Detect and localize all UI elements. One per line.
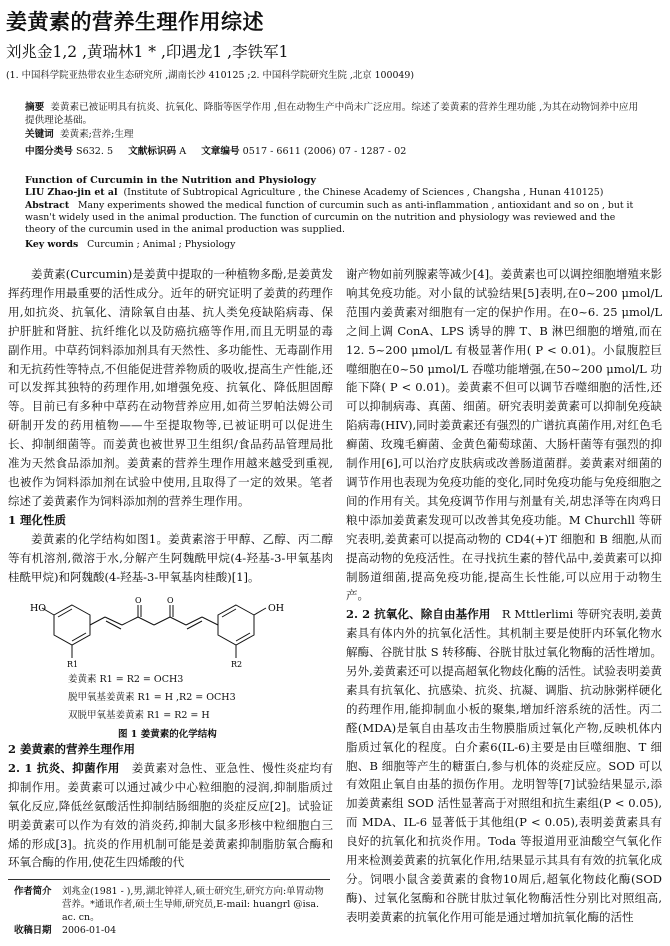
keywords-en-text: Curcumin ; Animal ; Physiology [87,239,236,250]
abstract-cn-label: 摘要 [25,102,45,113]
english-author-name: LIU Zhao-jin et al [25,187,118,198]
formula-demethoxycurcumin: 脱甲氧基姜黄素 R1 = H ,R2 = OCH3 [68,692,236,703]
right-column [346,265,662,927]
right-paragraph-1: 谢产物如前列腺素等减少[4]。姜黄素也可以调控细胞增殖来影响其免疫功能。对小鼠的试验结果[5]表明,在0~200 μmol/L 范围内姜黄素对细胞有一定的保护作用。在0~6. 25 μmol/L 之间上调 ConA、LPS 诱导的脾 T、B 淋巴细胞的增殖,而在12. 5~200 μmol/L 有极显著作用( P < 0.01)。小鼠腹腔巨噬细胞在0~50 μmol/L 吞噬功能增强,在50~200 μmol/L 功能下降( P < 0.01)。姜黄素不但可以调节吞噬细胞的活性,还可以抑制病毒、真菌、细菌。研究表明姜黄素可以抑制免疫缺陷病毒(HIV),同时姜黄素还有强烈的广谱抗真菌作用,对红色毛癣菌、玫瑰毛癣菌、金黄色葡萄球菌、大肠杆菌等有强烈的抑制作用[6],可以治疗皮肤病或改善肠道菌群。姜黄素对细菌的调节作用也表现为免疫功能的变化,同时免疫功能与免疫细胞之间的作用有关。其免疫调节作用与剂量有关,胡忠泽等在肉鸡日粮中添加姜黄素发现可以改善其免疫功能。M Churchll 等研究表明,姜黄素可以提高动物的 CD4(+)T 细胞和 B 细胞,从而提高动物的免疫活性。在寻找抗生素的替代品中,姜黄素可以抑制肠道细菌,提高免疫功能,提高生长性能,可以应用于动物生产。 [346,267,662,603]
r1-label: R1 [67,660,79,669]
author-line: 刘兆金1,2 ,黄瑞林1 * ,印遇龙1 ,李铁军1 [6,43,289,61]
english-affiliation: (Institute of Subtropical Agriculture , the Chinese Academy of Sciences , Changsha , Hunan 410125) [123,187,604,198]
abstract-cn-text: 姜黄素已被证明具有抗炎、抗氧化、降脂等医学作用 ,但在动物生产中尚未广泛应用。综述了姜黄素的营养生理功能 ,为其在动物饲养中应用提供理论基础。 [25,102,639,126]
keywords-cn [25,128,647,141]
curcumin-structure-diagram [30,596,330,723]
section-2-2-paragraph [346,605,662,926]
abstract-en-text: Many experiments showed the medical function of curcumin such as anti-inflammation , antioxidant and so on , but it wasn't widely used in the animal production. The function of curcumin on the nutrition and physiology was reviewed and the theory of the curcumin used in the animal production was supplied. [25,200,634,236]
formula-bisdemethoxycurcumin: 双脱甲氧基姜黄素 R1 = R2 = H [68,710,210,721]
section-1-heading: 1 理化性质 [8,512,67,527]
received-date-label: 收稿日期 [14,925,52,936]
received-date [14,924,332,937]
affiliation-line: (1. 中国科学院亚热带农业生态研究所 ,湖南长沙 410125 ;2. 中国科学院研究生院 ,北京 100049) [6,70,415,81]
footnote-rule [8,879,330,880]
section-2-1-heading: 2. 1 抗炎、抑菌作用 [8,760,120,775]
received-date-text: 2006-01-04 [62,925,117,936]
english-title: Function of Curcumin in the Nutrition and Physiology [25,175,316,186]
abstract-en-label: Abstract [25,200,70,211]
article-no-value: 0517 - 6611 (2006) 07 - 1287 - 02 [242,146,407,157]
english-author-line [25,187,603,198]
footnote [14,885,332,937]
keywords-en-label: Key words [25,239,79,250]
keywords-cn-text: 姜黄素;营养;生理 [59,129,134,140]
left-column [8,265,333,586]
section-1-paragraph: 姜黄素的化学结构如图1。姜黄素溶于甲醇、乙醇、丙二醇等有机溶剂,微溶于水,分解产生阿魏酰甲烷(4-羟基-3-甲氧基肉桂酰甲烷)和阿魏酸(4-羟基-3-甲氧基肉桂酸)[1]。 [8,531,333,584]
section-2-1-paragraph [8,759,333,872]
classification-line [25,143,418,157]
abstract-cn [25,101,647,127]
oh-label: OH [268,603,285,614]
author-bio-text: 刘兆金(1981 - ),男,湖北钟祥人,硕士研究生,研究方向:单胃动物营养。*通讯作者,硕士生导师,研究员,E-mail: huangrl @isa. ac. cn。 [62,886,324,923]
ho-label: HO [30,603,47,614]
section-2-1-text: 姜黄素对急性、亚急性、慢性炎症均有抑制作用。姜黄素可以通过减少中心粒细胞的浸润,抑制脂质过氧化反应,降低丝氨酸活性抑制结肠细胞的炎症反应[2]。试验证明姜黄素可以作为有效的消炎药,抑制大鼠多形核中粒细胞白三烯的形成[3]。抗炎的作用机制可能是姜黄素抑制脂肪氧合酶和环氧合酶的作用,使花生四烯酸的代 [8,760,334,870]
author-bio [14,885,332,924]
doc-code-value: A [179,146,187,157]
paper-title: 姜黄素的营养生理作用综述 [6,9,264,34]
clc-label: 中图分类号 [25,146,73,157]
section-2-2-text: R Mttlerlimi 等研究表明,姜黄素具有体内外的抗氧化活性。其机制主要是使肝内环氧化物水解酶、谷胱甘肽 S 转移酶、谷胱甘肽过氧化物酶的活性增加。另外,姜黄素还可以提高超氧化物歧化酶的活性。试验表明姜黄素具有抗氧化、抗感染、抗炎、抗凝、调脂、抗动脉粥样硬化的药理作用,能抑制血小板的聚集,增加纤溶系统的活性。丙二醛(MDA)是氧自由基攻击生物膜脂质过氧化产物,反映机体内脂质过氧化的程度。白介素6(IL-6)主要是由巨噬细胞、T 细胞、B 细胞等产生的糖蛋白,参与机体的炎症反应。SOD 可以有效阻止氧自由基的损伤作用。龙明智等[7]试验结果显示,添加姜黄素组 SOD 活性显著高于对照组和抗生素组(P < 0.05),而 MDA、IL-6 显著低于其他组(P < 0.05),表明姜黄素具有良好的抗氧化和抗炎作用。Toda 等报道用亚油酸空气氧化作用来检测姜黄素的抗氧化作用,结果显示其具有有效的抗氧化成分。饲喂小鼠含姜黄素的食物10周后,超氧化物歧化酶(SOD酶)、过氧化氢酶和谷胱甘肽过氧化物酶活性分别比对照组高,表明姜黄素的抗氧化作用可能是通过增加抗氧化酶的活性 [346,607,663,924]
clc-value: S632. 5 [76,146,114,157]
doc-code-label: 文献标识码 [128,146,177,157]
ketone-o-label-2: O [167,596,174,605]
article-no-label: 文章编号 [201,146,240,157]
intro-paragraph: 姜黄素(Curcumin)是姜黄中提取的一种植物多酚,是姜黄发挥药理作用最重要的活性成分。近年的研究证明了姜黄的药理作用,如抗炎、抗氧化、清除氧自由基、抗人类免疫缺陷病毒、保护肝脏和肾脏、抗纤维化以及防癌抗癌等作用,而且无明显的毒副作用。中草药饲料添加剂具有天然性、多功能性、无毒副作用和无抗药性等特点,不但能促进营养物质的吸收,提高生产性能,还可以发挥其独特的药理作用,如增强免疫、抗氧化、降低胆固醇等。目前已有多种中草药在动物营养应用,如荷兰罗帕法姆公司研制开发的药用植物——牛至提取物等,已被证明可以促进生长、抑制细菌等。而姜黄也被世界卫生组织/食品药品管理局批准为天然食品添加剂。姜黄素的营养生理作用越来越受到重视,也被作为饲料添加剂在试验中使用,且取得了一定的效果。笔者综述了姜黄素作为饲料添加剂的营养生理作用。 [8,267,333,508]
keywords-cn-label: 关键词 [25,129,54,140]
keywords-en [25,239,235,250]
section-2-2-heading: 2. 2 抗氧化、除自由基作用 [346,607,491,622]
r2-label: R2 [231,660,243,669]
author-bio-label: 作者简介 [14,886,52,897]
formula-curcumin: 姜黄素 R1 = R2 = OCH3 [68,674,184,685]
section-2 [8,740,333,872]
section-2-heading: 2 姜黄素的营养生理作用 [8,742,136,756]
abstract-en [25,200,647,237]
ketone-o-label-1: O [135,596,142,605]
figure-caption: 图 1 姜黄素的化学结构 [118,729,217,740]
